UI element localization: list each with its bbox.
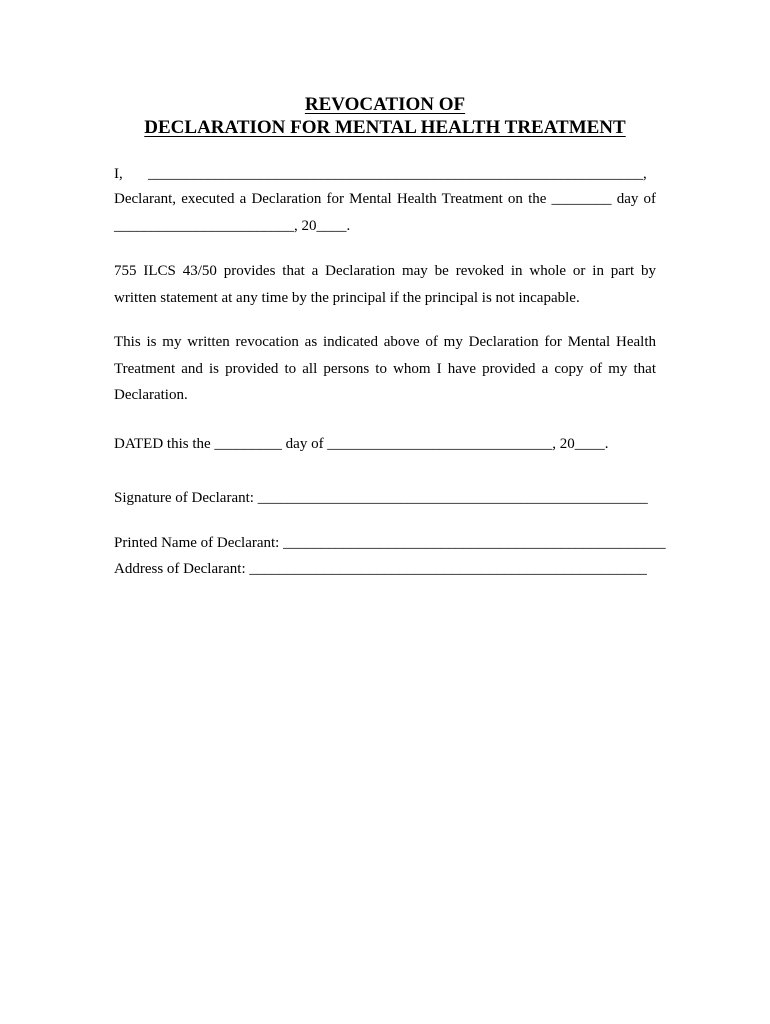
statute-line-2: written statement at any time by the principal if the principal is not incapable. [114,289,580,306]
document-page [114,93,666,577]
declarant-prefix: I, [114,166,123,182]
revocation-text: This is my written revocation as indicated above of my Declaration for Mental Health Treatment and is provided to all persons to whom I have provided a copy of my that Declaration. [114,334,656,403]
title-line-2: DECLARATION FOR MENTAL HEALTH TREATMENT [144,117,626,138]
printed-name-line: Printed Name of Declarant: ___________________________________________________ [114,535,666,551]
execution-paragraph [114,186,656,239]
address-line: Address of Declarant: _____________________________________________________ [114,561,647,577]
declarant-name-line [114,161,656,188]
dated-line: DATED this the _________ day of ______________________________, 20____. [114,436,609,452]
declarant-name-blank: __________________________________________________________________, [148,166,647,182]
revocation-paragraph [114,329,656,409]
execution-text: Declarant, executed a Declaration for Mental Health Treatment on the ________ day of ________________________, 20____. [114,191,656,234]
statute-paragraph [114,258,656,311]
document-title [114,93,656,139]
statute-text [114,258,656,311]
title-line-1: REVOCATION OF [304,94,466,115]
signature-line: Signature of Declarant: ____________________________________________________ [114,490,648,506]
statute-line-1: 755 ILCS 43/50 provides that a Declaration may be revoked in whole or in part by [114,263,656,279]
